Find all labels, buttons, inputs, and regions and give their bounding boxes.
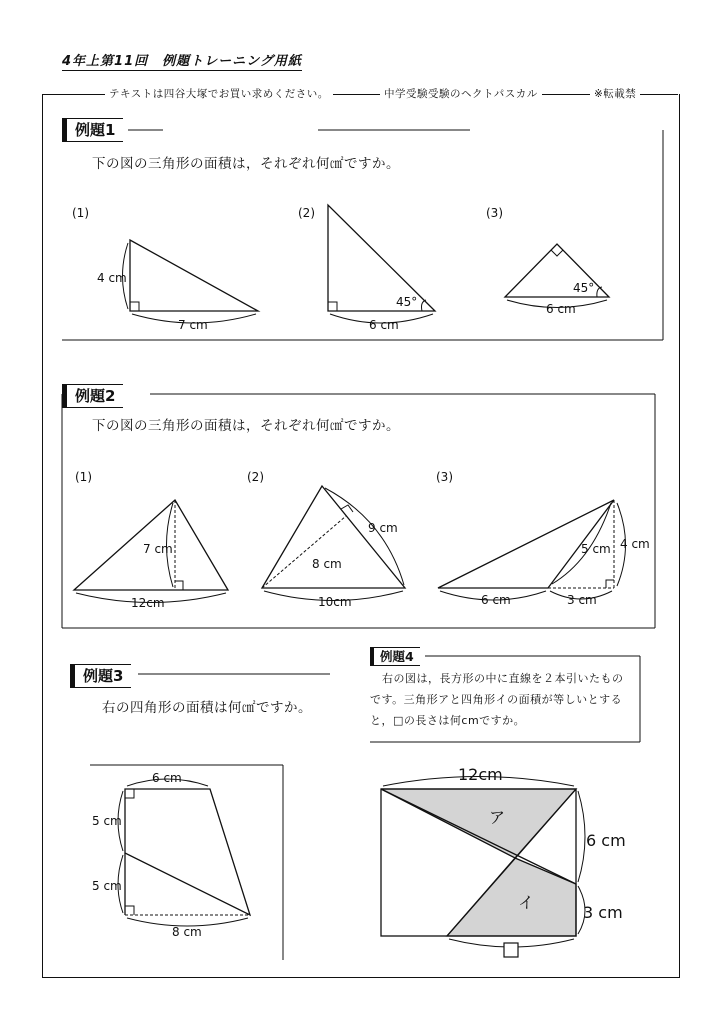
ex2-fig2-triangle (262, 486, 405, 588)
ex1-fig3-angle-label: 45° (573, 281, 595, 295)
header-text-mid: 中学受験受験のヘクトパスカル (380, 86, 542, 101)
ex1-fig3-right-angle (551, 250, 563, 256)
ex2-fig1-height-label: 7 cm (143, 542, 173, 556)
ex3-label: 例題3 (70, 664, 131, 688)
ex4-label: 例題4 (370, 647, 420, 666)
header-text-right: ※転載禁 (590, 86, 640, 101)
header-text-left: テキストは四谷大塚でお買い求めください。 (105, 86, 333, 101)
ex4-right-upper-arc (578, 791, 585, 882)
ex4-region-a-label: ア (489, 808, 506, 827)
ex3-quadrilateral (125, 789, 250, 915)
ex1-fig2-right-angle (328, 302, 337, 311)
ex4-question: 右の図は，長方形の中に直線を２本引いたものです。三角形アと四角形イの面積が等しいとすると，□の長さは何cmですか。 (370, 672, 624, 727)
ex1-question: 下の図の三角形の面積は，それぞれ何㎠ですか。 (92, 156, 400, 172)
ex4-top-label: 12cm (458, 765, 503, 784)
ex4-right-lower-label: 3 cm (583, 903, 623, 922)
ex3-top-label: 6 cm (152, 771, 182, 785)
ex2-fig1-base-label: 12cm (131, 596, 165, 610)
ex2-fig3-right-angle (606, 580, 614, 588)
ex2-label: 例題2 (62, 384, 123, 408)
ex2-fig2-height-line (262, 516, 346, 588)
ex1-fig1-right-angle (130, 302, 139, 311)
ex1-fig2-base-label: 6 cm (369, 318, 399, 332)
ex1-fig3-label: (3) (486, 206, 503, 220)
ex2-fig2-base-label: 10cm (318, 595, 352, 609)
ex1-fig2-angle-label: 45° (396, 295, 418, 309)
ex4-answer-box (504, 943, 518, 957)
ex1-label: 例題1 (62, 118, 123, 142)
ex1-fig1-label: (1) (72, 206, 89, 220)
ex2-fig1-right-angle (175, 581, 183, 590)
ex2-fig3-base-label: 6 cm (481, 593, 511, 607)
ex2-fig2-height-label: 8 cm (312, 557, 342, 571)
ex2-fig2-label: (2) (247, 470, 264, 484)
ex2-fig3-label: (3) (436, 470, 453, 484)
ex4-region-i-label: イ (518, 893, 535, 912)
ex1-fig1-triangle (130, 240, 258, 311)
ex1-fig2-triangle (328, 205, 435, 311)
page-title: 4年上第11回 例題トレーニング用紙 (62, 50, 302, 71)
ex2-fig3-height-label: 4 cm (620, 537, 650, 551)
ex1-fig1-height-label: 4 cm (97, 271, 127, 285)
ex4-triangle-a (381, 789, 576, 858)
ex3-right-angle-bottom (125, 906, 134, 915)
ex2-question: 下の図の三角形の面積は，それぞれ何㎠ですか。 (92, 418, 400, 434)
ex3-left-upper-label: 5 cm (92, 814, 122, 828)
ex2-fig3-ext-label: 3 cm (567, 593, 597, 607)
ex2-fig2-side-label: 9 cm (368, 521, 398, 535)
ex3-right-angle-top (125, 789, 134, 798)
ex2-fig3-side-label: 5 cm (581, 542, 611, 556)
ex4-right-upper-label: 6 cm (586, 831, 626, 850)
ex3-bottom-label: 8 cm (172, 925, 202, 939)
ex2-fig1-label: (1) (75, 470, 92, 484)
ex3-left-lower-label: 5 cm (92, 879, 122, 893)
ex1-fig3-base-label: 6 cm (546, 302, 576, 316)
ex3-question: 右の四角形の面積は何㎠ですか。 (102, 700, 312, 716)
ex1-fig2-label: (2) (298, 206, 315, 220)
ex4-quad-i (447, 858, 576, 936)
ex1-fig1-base-label: 7 cm (178, 318, 208, 332)
